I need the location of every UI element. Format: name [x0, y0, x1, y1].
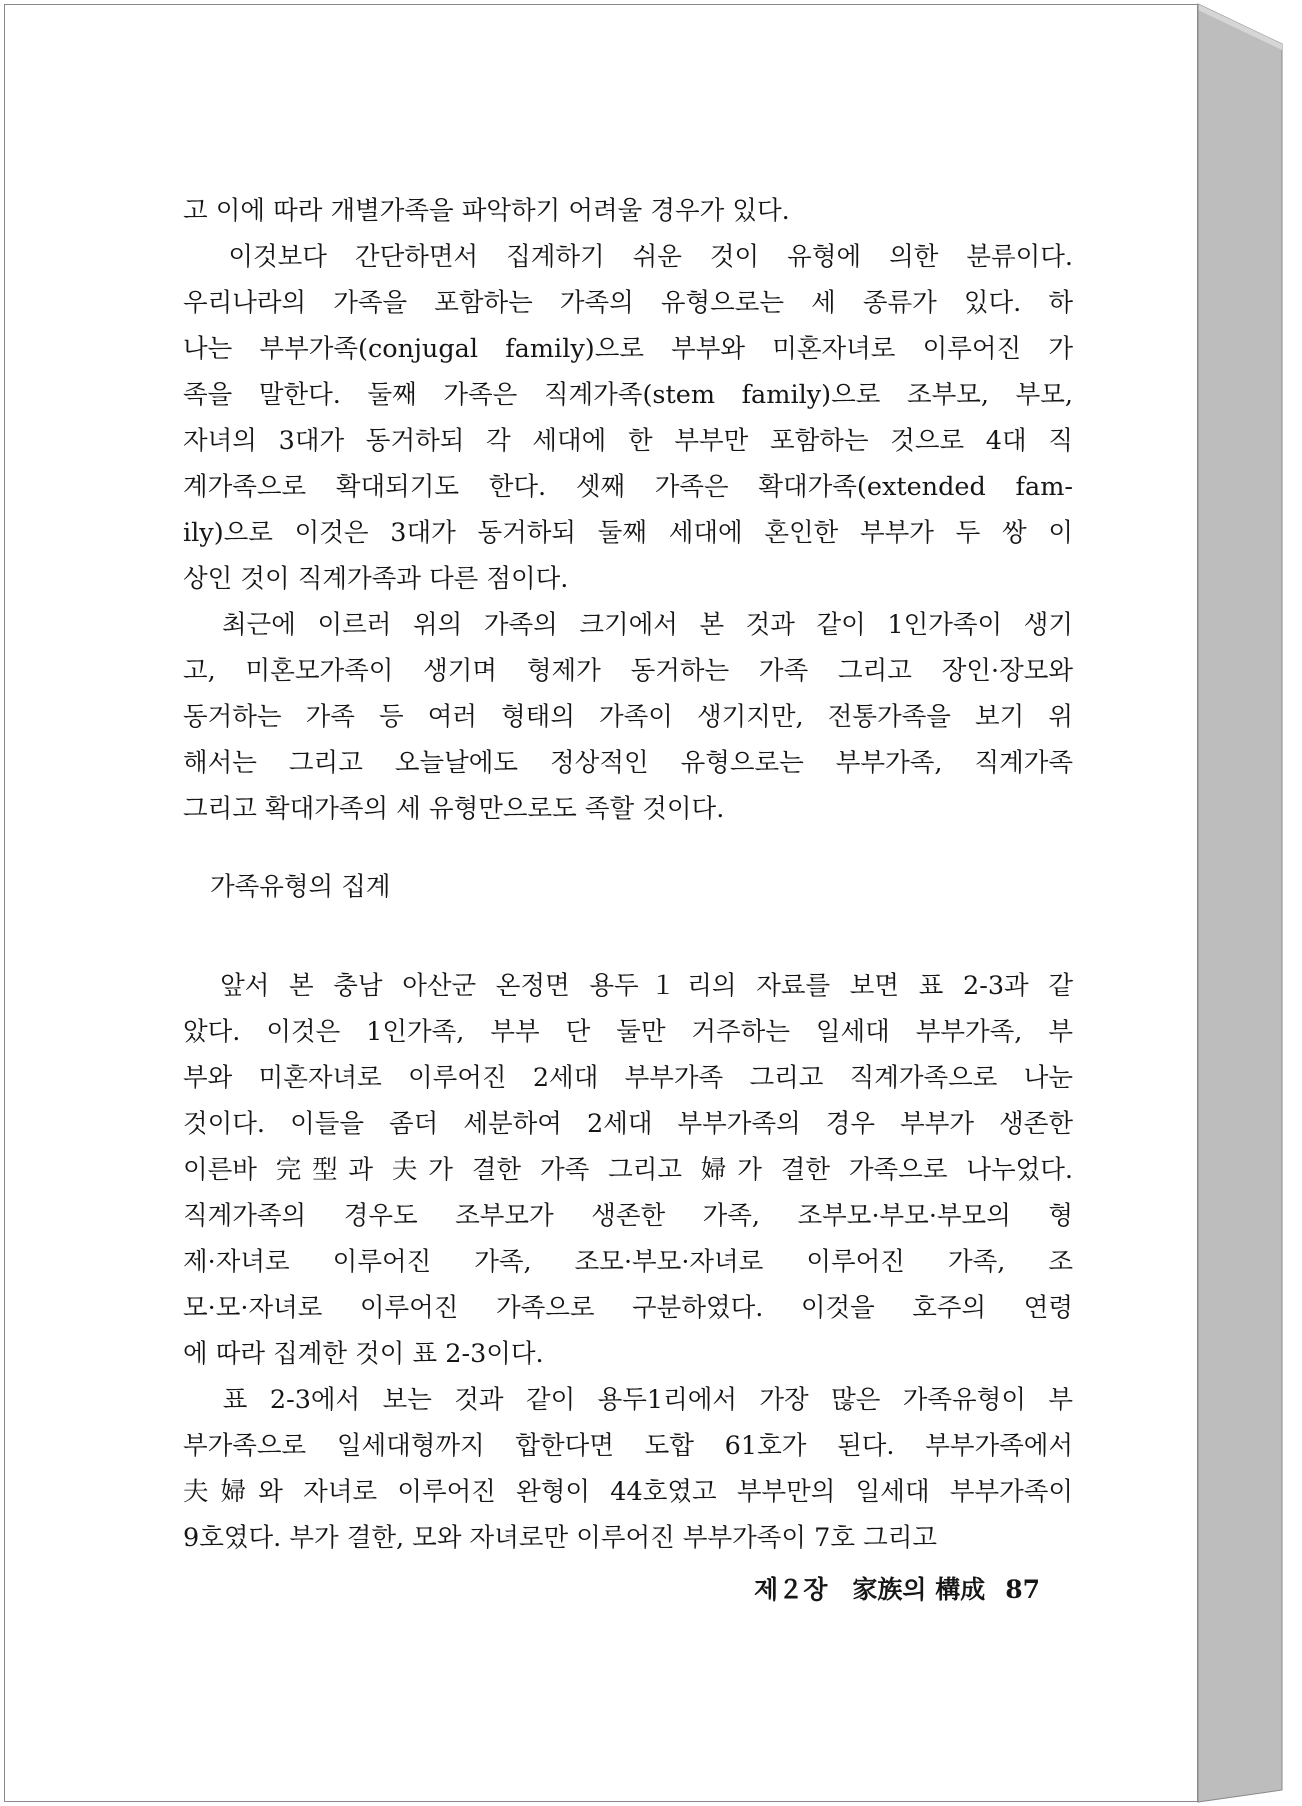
text-line: 나는 부부가족(conjugal family)으로 부부와 미혼자녀로 이루어진 가	[183, 334, 1073, 364]
body-text-bottom	[183, 963, 1073, 1561]
text-line: ily)으로 이것은 3대가 동거하되 둘째 세대에 혼인한 부부가 두 쌍 이	[183, 518, 1073, 548]
text-line: 았다. 이것은 1인가족, 부부 단 둘만 거주하는 일세대 부부가족, 부	[183, 1017, 1073, 1047]
text-line: 부와 미혼자녀로 이루어진 2세대 부부가족 그리고 직계가족으로 나눈	[183, 1063, 1073, 1093]
text-line: 고 이에 따라 개별가족을 파악하기 어려울 경우가 있다.	[183, 196, 790, 226]
text-line: 해서는 그리고 오늘날에도 정상적인 유형으로는 부부가족, 직계가족	[183, 748, 1073, 778]
text-line: 제·자녀로 이루어진 가족, 조모·부모·자녀로 이루어진 가족, 조	[183, 1247, 1073, 1277]
paragraph	[183, 1377, 1073, 1561]
paragraph	[183, 234, 1073, 602]
text-line: 우리나라의 가족을 포함하는 가족의 유형으로는 세 종류가 있다. 하	[183, 288, 1073, 318]
page-number: 87	[1005, 1575, 1040, 1604]
text-line: 것이다. 이들을 좀더 세분하여 2세대 부부가족의 경우 부부가 생존한	[183, 1109, 1073, 1139]
text-line: 자녀의 3대가 동거하되 각 세대에 한 부부만 포함하는 것으로 4대 직	[183, 426, 1073, 456]
section-heading: 가족유형의 집계	[210, 872, 391, 902]
paragraph	[183, 602, 1073, 832]
text-line: 에 따라 집계한 것이 표 2-3이다.	[183, 1339, 544, 1369]
text-line: 상인 것이 직계가족과 다른 점이다.	[183, 564, 569, 594]
text-line: 앞서 본 충남 아산군 온정면 용두１리의 자료를 보면 표 2-3과 같	[183, 971, 1073, 1001]
text-line: 그리고 확대가족의 세 유형만으로도 족할 것이다.	[183, 794, 725, 824]
text-line: 최근에 이르러 위의 가족의 크기에서 본 것과 같이 1인가족이 생기	[183, 610, 1073, 640]
text-line: 이른바 完型과 夫가 결한 가족 그리고 婦가 결한 가족으로 나누었다.	[183, 1155, 1073, 1185]
chapter-title: 제２장 家族의 構成	[754, 1575, 986, 1604]
text-line: 계가족으로 확대되기도 한다. 셋째 가족은 확대가족(extended fam-	[183, 472, 1073, 502]
text-line: 9호였다. 부가 결한, 모와 자녀로만 이루어진 부부가족이 7호 그리고	[183, 1523, 937, 1553]
text-line: 夫婦와 자녀로 이루어진 완형이 44호였고 부부만의 일세대 부부가족이	[183, 1477, 1073, 1507]
text-line: 모·모·자녀로 이루어진 가족으로 구분하였다. 이것을 호주의 연령	[183, 1293, 1073, 1323]
text-line: 표 2-3에서 보는 것과 같이 용두1리에서 가장 많은 가족유형이 부	[183, 1385, 1073, 1415]
paragraph	[183, 188, 1073, 234]
text-line: 이것보다 간단하면서 집계하기 쉬운 것이 유형에 의한 분류이다.	[183, 242, 1073, 272]
text-line: 동거하는 가족 등 여러 형태의 가족이 생기지만, 전통가족을 보기 위	[183, 702, 1073, 732]
paragraph	[183, 963, 1073, 1377]
page-footer	[754, 1570, 1040, 1606]
text-line: 직계가족의 경우도 조부모가 생존한 가족, 조부모·부모·부모의 형	[183, 1201, 1073, 1231]
text-line: 족을 말한다. 둘째 가족은 직계가족(stem family)으로 조부모, 부모,	[183, 380, 1073, 410]
text-line: 고, 미혼모가족이 생기며 형제가 동거하는 가족 그리고 장인·장모와	[183, 656, 1073, 686]
text-line: 부가족으로 일세대형까지 합한다면 도합 61호가 된다. 부부가족에서	[183, 1431, 1073, 1461]
body-text-top	[183, 188, 1073, 832]
